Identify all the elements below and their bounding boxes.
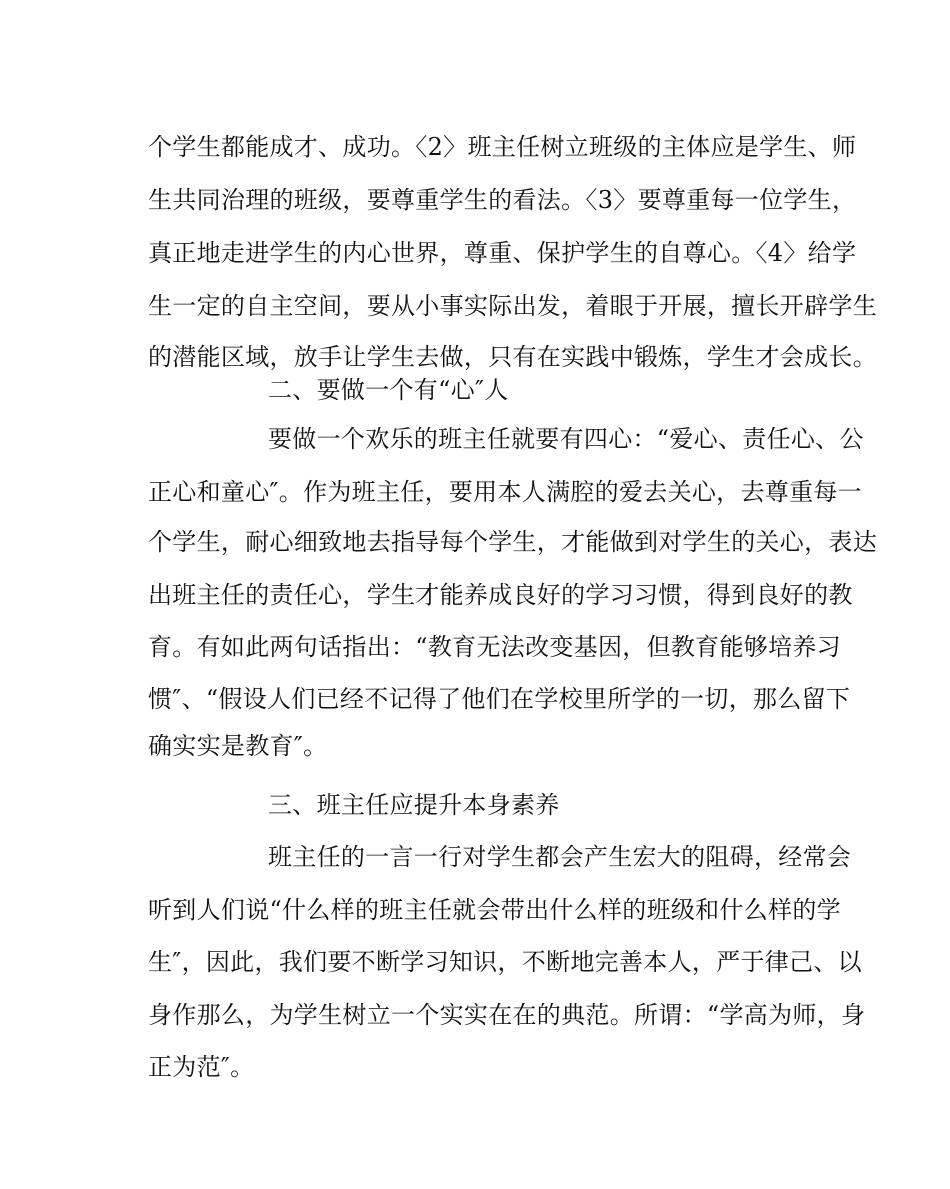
paragraph-line: 生″，因此，我们要不断学习知识，不断地完善本人，严于律己、以 (148, 948, 862, 976)
paragraph-line: 出班主任的责任心，学生才能养成良好的学习习惯，得到良好的教 (148, 581, 853, 609)
paragraph-line: 班主任的一言一行对学生都会产生宏大的阻碍，经常会 (268, 843, 852, 871)
paragraph-line: 正心和童心″。作为班主任，要用本人满腔的爱去关心，去尊重每一 (148, 478, 862, 506)
paragraph-line: 的潜能区域，放手让学生去做，只有在实践中锻炼，学生才会成长。 (148, 343, 877, 371)
paragraph-line: 要做一个欢乐的班主任就要有四心：“爱心、责任心、公 (268, 425, 864, 453)
section-heading: 三、班主任应提升本身素养 (268, 791, 560, 819)
section-heading: 二、要做一个有“心″人 (268, 376, 509, 404)
paragraph-line: 正为范″。 (148, 1053, 255, 1081)
paragraph-line: 确实实是教育″。 (148, 732, 328, 760)
paragraph-line: 惯″、“假设人们已经不记得了他们在学校里所学的一切，那么留下 (148, 685, 851, 713)
paragraph-line: 生共同治理的班级，要尊重学生的看法。〈3〉要尊重每一位学生， (148, 186, 857, 214)
paragraph-line: 育。有如此两句话指出：“教育无法改变基因，但教育能够培养习 (148, 633, 841, 661)
paragraph-line: 个学生都能成才、成功。〈2〉班主任树立班级的主体应是学生、师 (148, 133, 857, 161)
paragraph-line: 个学生，耐心细致地去指导每个学生，才能做到对学生的关心，表达 (148, 528, 877, 556)
paragraph-line: 听到人们说“什么样的班主任就会带出什么样的班级和什么样的学 (148, 896, 841, 924)
paragraph-line: 身作那么，为学生树立一个实实在在的典范。所谓：“学高为师，身 (148, 1001, 866, 1029)
paragraph-line: 生一定的自主空间，要从小事实际出发，着眼于开展，擅长开辟学生 (148, 292, 877, 320)
paragraph-line: 真正地走进学生的内心世界，尊重、保护学生的自尊心。〈4〉给学 (148, 239, 857, 267)
